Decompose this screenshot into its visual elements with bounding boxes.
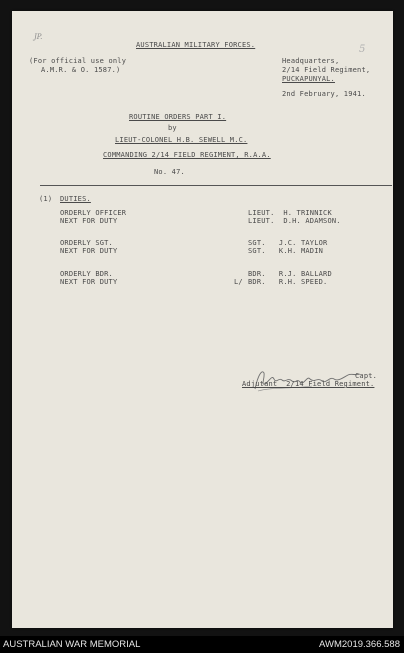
order-number: No. 47.: [154, 168, 185, 176]
orders-title: ROUTINE ORDERS PART I.: [129, 113, 227, 121]
headquarters-line-2: 2/14 Field Regiment,: [282, 66, 371, 74]
headquarters-line-1: Headquarters,: [282, 57, 340, 65]
duty-role: ORDERLY SGT.: [60, 239, 113, 247]
header-rule: [40, 185, 392, 186]
document-heading: AUSTRALIAN MILITARY FORCES.: [136, 41, 256, 49]
commander-name: LIEUT-COLONEL H.B. SEWELL M.C.: [115, 136, 248, 144]
footer-institution: AUSTRALIAN WAR MEMORIAL: [3, 639, 141, 650]
signature-title: Adjutant 2/14 Field Regiment.: [242, 380, 375, 388]
document-date: 2nd February, 1941.: [282, 90, 366, 98]
duty-role: NEXT FOR DUTY: [60, 278, 118, 286]
by-line: by: [168, 124, 177, 132]
file-mark: JP.: [34, 33, 43, 41]
section-title: DUTIES.: [60, 195, 91, 203]
duty-person: LIEUT. H. TRINNICK: [248, 209, 332, 217]
section-number: (1): [39, 195, 53, 203]
duty-prefix: L/: [234, 278, 243, 286]
duty-person: SGT. K.H. MADIN: [248, 247, 324, 255]
official-use-line-2: A.M.R. & O. 1587.): [41, 66, 121, 74]
duty-person: BDR. R.H. SPEED.: [248, 278, 328, 286]
document-page: [12, 11, 393, 628]
headquarters-line-3: PUCKAPUNYAL.: [282, 75, 335, 83]
commanding-line: COMMANDING 2/14 FIELD REGIMENT, R.A.A.: [103, 151, 271, 159]
footer-accession-number: AWM2019.366.588: [319, 639, 400, 650]
duty-role: ORDERLY BDR.: [60, 270, 113, 278]
archive-footer: [0, 636, 404, 653]
corner-note: 5: [359, 44, 366, 55]
signature-rank: Capt.: [355, 372, 378, 380]
duty-person: LIEUT. D.H. ADAMSON.: [248, 217, 341, 225]
duty-role: NEXT FOR DUTY: [60, 247, 118, 255]
duty-person: SGT. J.C. TAYLOR: [248, 239, 328, 247]
duty-role: NEXT FOR DUTY: [60, 217, 118, 225]
duty-role: ORDERLY OFFICER: [60, 209, 127, 217]
official-use-line-1: (For official use only: [29, 57, 127, 65]
duty-person: BDR. R.J. BALLARD: [248, 270, 332, 278]
